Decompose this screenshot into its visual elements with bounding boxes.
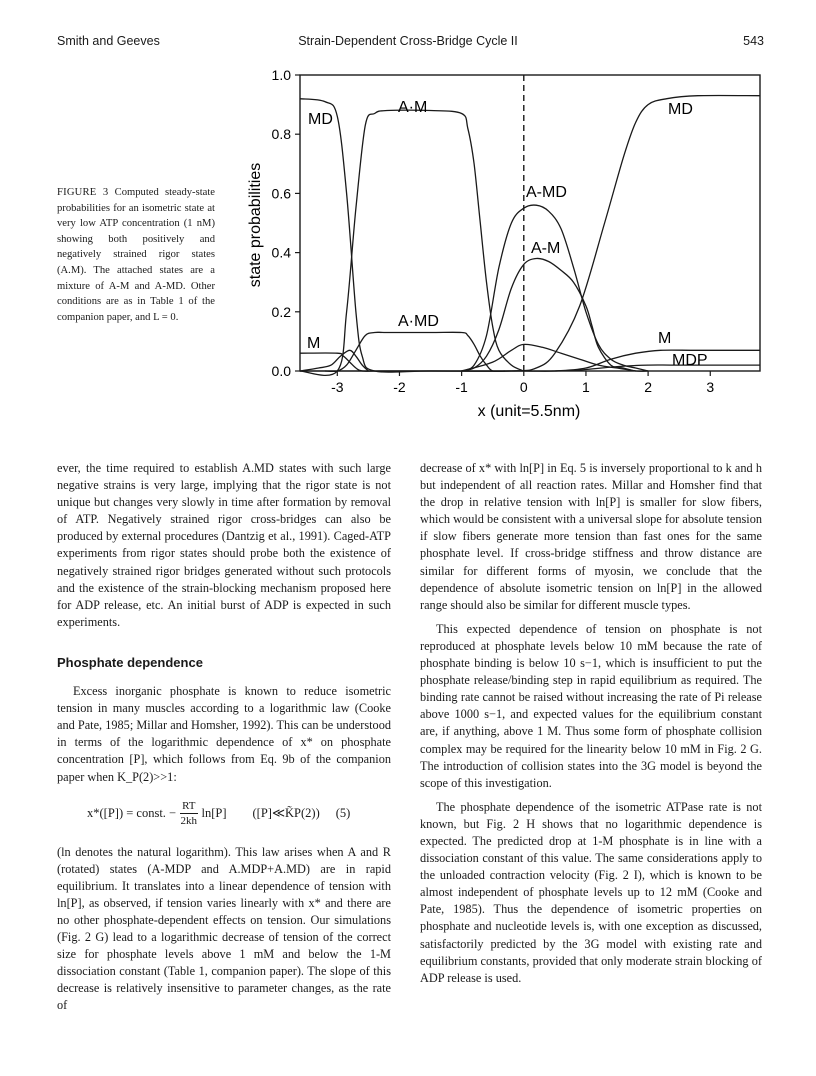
fraction-denominator: 2kh (180, 815, 198, 828)
paragraph: (ln denotes the natural logarithm). This law arises when A and R (rotated) states (A-MDP and A.MDP+A.MD) are in rapid equilibrium. It translates into a linear dependence of tension with ln[P], as observed, if tension varies linearly with x* and there are no other phosphate-dependent effects on tension. Our simulations (Fig. 2 G) lead to a logarithmic decrease of tension of the correct size for phosphate levels above 1 mM and below the 1-M dissociation constant (Table 1, companion paper). The slope of this decrease is relatively insensitive to parameter changes, as the rate of (57, 844, 391, 1013)
series-line (300, 110, 524, 375)
figure-caption (57, 185, 215, 325)
y-tick-label: 0.0 (271, 363, 291, 379)
x-tick-label: -2 (393, 379, 406, 395)
fraction-numerator: RT (182, 800, 196, 813)
paragraph: decrease of x* with ln[P] in Eq. 5 is inversely proportional to k and h but independent of all reaction rates. Millar and Homsher find that the drop in relative tension with ln[P] is smaller for slow fibers, which would be consistent with a universal slope for absolute tension if slow fibers generate more tension than fast ones for the same phosphate level. If cross-bridge stiffness and throw distance are similar for different forms of myosin, we conclude that the dependence of absolute isometric tension on ln[P] in the allowed range should also be similar for different muscle types. (420, 461, 762, 612)
figure-label: FIGURE 3 (57, 187, 109, 198)
equation-condition: ([P]≪K̃P(2)) (252, 806, 320, 821)
y-axis-label: state probabilities (247, 162, 264, 288)
x-tick-label: 0 (519, 379, 528, 395)
running-header-authors: Smith and Geeves (57, 34, 160, 48)
y-tick-label: 0.2 (271, 303, 291, 320)
series-label: MD (308, 111, 333, 128)
equation-lhs: x*([P]) = const. − (87, 806, 177, 821)
series-label: M (307, 335, 321, 352)
chart-series (300, 95, 760, 375)
x-tick-label: 1 (582, 379, 590, 395)
x-tick-label: -3 (331, 379, 344, 395)
series-label: M (658, 330, 672, 347)
series-line (462, 205, 648, 371)
paragraph: Excess inorganic phosphate is known to reduce isometric tension in many muscles according to a logarithmic law (Cooke and Pate, 1985; Millar and Homsher, 1992). This can be understood in terms of the logarithmic dependence of x* on phosphate concentration [P], which follows from Eq. 9b of the companion paper when K_P(2)>>1: (57, 684, 391, 784)
series-line (300, 95, 760, 372)
equation-fraction (180, 799, 197, 828)
plot-frame (300, 75, 760, 371)
series-label: A·M (398, 99, 428, 116)
page-number: 543 (743, 34, 764, 48)
y-tick-label: 0.8 (271, 126, 291, 143)
x-tick-label: 3 (706, 379, 715, 395)
state-probability-chart (240, 60, 770, 430)
section-heading: Phosphate dependence (57, 654, 203, 670)
equation-5 (57, 792, 391, 836)
series-label: A·MD (398, 313, 439, 330)
x-axis-label: x (unit=5.5nm) (477, 403, 581, 420)
x-tick-label: -1 (455, 379, 468, 395)
series-label: MD (668, 101, 693, 118)
series-label: A-M (531, 240, 561, 257)
series-label: A-MD (526, 184, 567, 201)
running-header-title: Strain-Dependent Cross-Bridge Cycle II (298, 34, 518, 48)
x-tick-label: 2 (644, 379, 653, 395)
equation-number: (5) (335, 806, 351, 821)
equation-rhs: ln[P] (201, 806, 227, 821)
series-label: MDP (672, 352, 708, 369)
y-tick-label: 0.4 (271, 244, 291, 261)
figure-caption-text: Computed steady-state probabilities for an isometric state at very low ATP concentration (1 nM) showing both positively and negatively strained rigor states (A.M). The attached states are a mixture of A-M and A-MD. Other conditions are as in Table 1 of the companion paper, and L = 0. (57, 187, 215, 323)
y-tick-label: 1.0 (271, 67, 291, 83)
paragraph: ever, the time required to establish A.MD states with such large negative strains is very large, implying that the rigor state is not unique but changes very slowly in time after formation by removal of ATP. Negatively strained rigor cross-bridges can also be produced by external procedures (Dantzig et al., 1991). Caged-ATP experiments from rigor states should probe both the existence of negatively strained rigor bridges generated without such protocols and the existence of the strain-blocking mechanism proposed here for ADP release, etc. An initial burst of ADP is expected in such experiments. (57, 461, 391, 629)
paragraph: This expected dependence of tension on phosphate is not reproduced at phosphate levels below 10 mM because the rate of phosphate binding is below 10 s−1, which is insufficient to put the phosphate release/binding step in rapid equilibrium as required. The binding rate cannot be raised without increasing the rate of Pi release above 1000 s−1, and expected values for the equilibrium constant are, if anything, above 1 M. Thus some form of phosphate collision complex may be required for the linearity below 10 mM in Fig. 2 G. The introduction of collision states into the 3G model is beyond the scope of this investigation. (420, 621, 762, 790)
right-column (420, 460, 762, 987)
paragraph: The phosphate dependence of the isometric ATPase rate is not known, but Fig. 2 H shows that no logarithmic dependence is expected. The predicted drop at 1-M phosphate is in line with a dissociation constant of this value. The same considerations apply to the unloaded contraction velocity (Fig. 2 I), which is known to be almost independent of phosphate levels up to 12 mM (Cooke and Pate, 1985). Thus the dependence of isometric properties on phosphate and nucleotide levels is, with one exception as discussed, satisfactorily predicted by the 3G model with existing rate and equilibrium constants, provided that only moderate strain blocking of ADP release is used. (420, 799, 762, 985)
left-column (57, 460, 391, 1015)
y-tick-label: 0.6 (271, 185, 291, 202)
